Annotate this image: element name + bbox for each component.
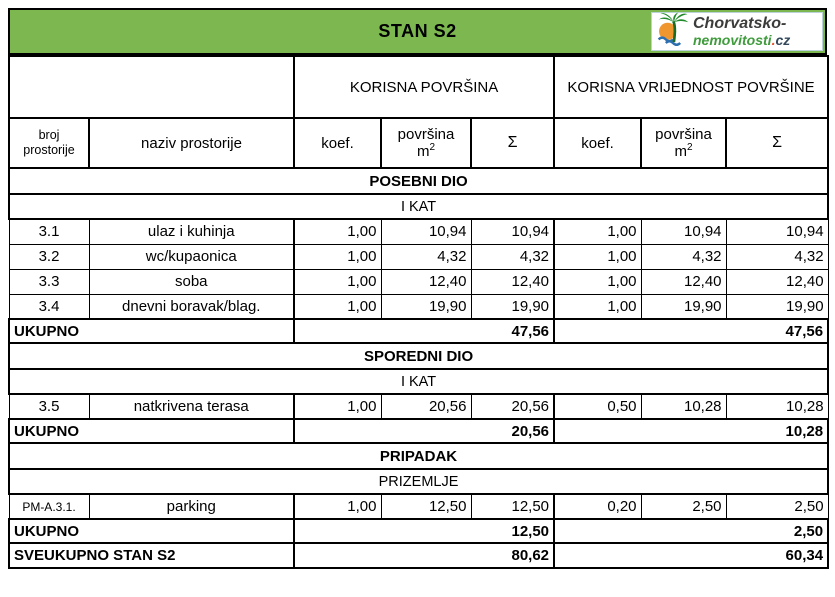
povrsina-2-cell: 10,28 (641, 394, 726, 419)
section-title-posebni-dio: POSEBNI DIO (9, 168, 828, 194)
room-number-cell: 3.4 (9, 294, 89, 319)
grand-total-value-1: 80,62 (294, 543, 554, 568)
sigma-1-cell: 4,32 (471, 244, 554, 269)
section-total-row (9, 319, 828, 343)
column-header-row (9, 118, 828, 168)
room-number-cell: 3.1 (9, 219, 89, 244)
col-header-sigma-2: Σ (726, 118, 828, 168)
table-row (9, 219, 828, 244)
koef-1-cell: 1,00 (294, 219, 381, 244)
koef-1-cell: 1,00 (294, 494, 381, 519)
section-subtitle-row (9, 194, 828, 219)
sigma-1-cell: 19,90 (471, 294, 554, 319)
koef-1-cell: 1,00 (294, 244, 381, 269)
room-number-cell: 3.5 (9, 394, 89, 419)
sigma-1-cell: 12,40 (471, 269, 554, 294)
section-title-row (9, 168, 828, 194)
section-total-row (9, 519, 828, 543)
room-name-cell: dnevni boravak/blag. (89, 294, 294, 319)
total-label: UKUPNO (9, 319, 294, 343)
logo-line2: nemovitosti.cz (693, 31, 791, 48)
title-bar (8, 8, 827, 55)
room-name-cell: natkrivena terasa (89, 394, 294, 419)
grand-total-label: SVEUKUPNO STAN S2 (9, 543, 294, 568)
povrsina-2-cell: 12,40 (641, 269, 726, 294)
koef-2-cell: 1,00 (554, 244, 641, 269)
sigma-2-cell: 10,94 (726, 219, 828, 244)
total-value-1: 20,56 (294, 419, 554, 443)
group-header-korisna-povrsina: KORISNA POVRŠINA (294, 56, 554, 118)
total-value-2: 2,50 (554, 519, 828, 543)
col-header-broj-prostorije: broj prostorije (9, 118, 89, 168)
sigma-2-cell: 12,40 (726, 269, 828, 294)
povrsina-1-cell: 12,40 (381, 269, 471, 294)
sigma-1-cell: 10,94 (471, 219, 554, 244)
section-total-row (9, 419, 828, 443)
section-subtitle-row (9, 369, 828, 394)
col-header-povrsina-1: površina $m^2$ (381, 118, 471, 168)
total-label: UKUPNO (9, 419, 294, 443)
group-header-row (9, 56, 828, 118)
koef-2-cell: 0,20 (554, 494, 641, 519)
grand-total-row (9, 543, 828, 568)
total-label: UKUPNO (9, 519, 294, 543)
palm-tree-icon (655, 11, 691, 53)
povrsina-2-cell: 10,94 (641, 219, 726, 244)
room-name-cell: ulaz i kuhinja (89, 219, 294, 244)
section-title-sporedni-dio: SPOREDNI DIO (9, 343, 828, 369)
total-value-1: 12,50 (294, 519, 554, 543)
povrsina-2-cell: 4,32 (641, 244, 726, 269)
table-row (9, 269, 828, 294)
room-name-cell: parking (89, 494, 294, 519)
table-row (9, 394, 828, 419)
total-value-2: 10,28 (554, 419, 828, 443)
sigma-2-cell: 4,32 (726, 244, 828, 269)
section-subtitle-i-kat: I KAT (9, 194, 828, 219)
sigma-2-cell: 2,50 (726, 494, 828, 519)
povrsina-1-cell: 4,32 (381, 244, 471, 269)
total-value-1: 47,56 (294, 319, 554, 343)
section-subtitle-row (9, 469, 828, 494)
section-title-row (9, 443, 828, 469)
sigma-2-cell: 19,90 (726, 294, 828, 319)
koef-2-cell: 1,00 (554, 219, 641, 244)
koef-1-cell: 1,00 (294, 269, 381, 294)
povrsina-1-cell: 20,56 (381, 394, 471, 419)
company-logo (651, 12, 823, 51)
group-header-korisna-vrijednost: KORISNA VRIJEDNOST POVRŠINE (554, 56, 828, 118)
area-table (8, 55, 829, 569)
group-header-blank (9, 56, 294, 118)
col-header-koef-1: koef. (294, 118, 381, 168)
room-number-cell: PM-A.3.1. (9, 494, 89, 519)
koef-2-cell: 0,50 (554, 394, 641, 419)
povrsina-1-cell: 19,90 (381, 294, 471, 319)
table-row (9, 494, 828, 519)
table-row (9, 294, 828, 319)
room-name-cell: wc/kupaonica (89, 244, 294, 269)
koef-2-cell: 1,00 (554, 294, 641, 319)
section-title-row (9, 343, 828, 369)
koef-2-cell: 1,00 (554, 269, 641, 294)
sigma-1-cell: 12,50 (471, 494, 554, 519)
sigma-1-cell: 20,56 (471, 394, 554, 419)
logo-line1: Chorvatsko- (693, 15, 787, 33)
koef-1-cell: 1,00 (294, 394, 381, 419)
col-header-koef-2: koef. (554, 118, 641, 168)
logo-text (693, 16, 790, 47)
room-number-cell: 3.3 (9, 269, 89, 294)
section-title-pripadak: PRIPADAK (9, 443, 828, 469)
povrsina-1-cell: 10,94 (381, 219, 471, 244)
section-subtitle-prizemlje: PRIZEMLJE (9, 469, 828, 494)
section-subtitle-i-kat: I KAT (9, 369, 828, 394)
room-name-cell: soba (89, 269, 294, 294)
col-header-naziv-prostorije: naziv prostorije (89, 118, 294, 168)
povrsina-1-cell: 12,50 (381, 494, 471, 519)
page-title: STAN S2 (378, 21, 457, 41)
povrsina-2-cell: 19,90 (641, 294, 726, 319)
koef-1-cell: 1,00 (294, 294, 381, 319)
table-row (9, 244, 828, 269)
room-number-cell: 3.2 (9, 244, 89, 269)
sigma-2-cell: 10,28 (726, 394, 828, 419)
col-header-povrsina-2: površina $m^2$ (641, 118, 726, 168)
col-header-sigma-1: Σ (471, 118, 554, 168)
grand-total-value-2: 60,34 (554, 543, 828, 568)
total-value-2: 47,56 (554, 319, 828, 343)
povrsina-2-cell: 2,50 (641, 494, 726, 519)
